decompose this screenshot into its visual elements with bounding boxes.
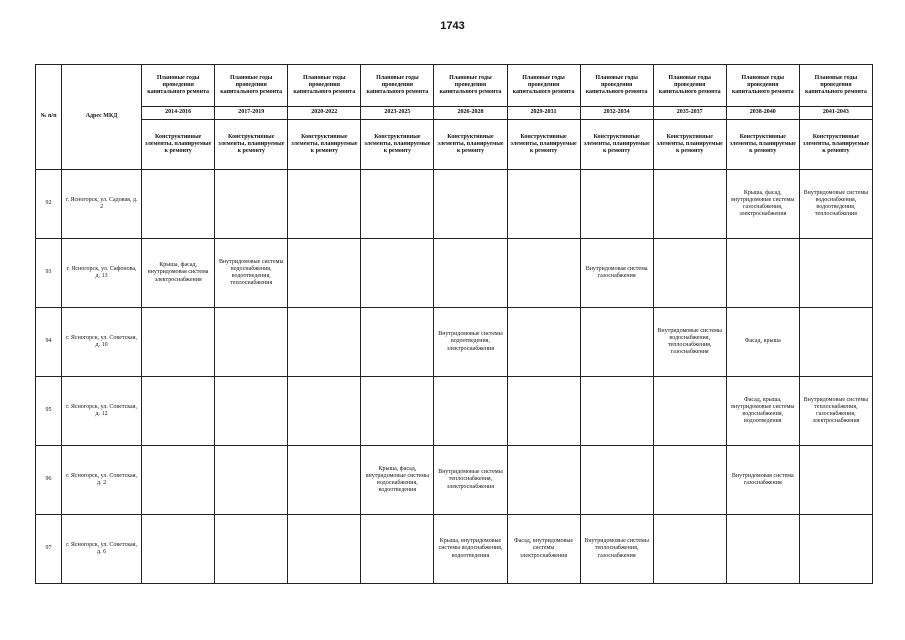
period-cell [361,515,434,584]
header-period-elements: Конструктивные элементы, планируемые к ремонту [799,120,872,170]
header-period-elements: Конструктивные элементы, планируемые к ремонту [726,120,799,170]
period-cell [580,446,653,515]
header-row-groups [36,65,873,107]
header-period-years: 2023-2025 [361,107,434,120]
row-address: г. Ясногорск, ул. Советская, д. 12 [62,377,142,446]
period-cell [215,377,288,446]
period-cell [653,170,726,239]
period-cell [361,308,434,377]
header-period-elements: Конструктивные элементы, планируемые к ремонту [288,120,361,170]
row-number: 95 [36,377,62,446]
table-row [36,170,873,239]
period-cell [361,377,434,446]
header-num: № п/п [36,65,62,170]
period-cell [215,170,288,239]
header-period-group: Плановые годы проведения капитального ремонта [653,65,726,107]
period-cell [288,515,361,584]
period-cell [580,170,653,239]
period-cell [507,239,580,308]
period-cell: Внутридомовые системы водоснабжения, теплоснабжения, газоснабжения [653,308,726,377]
header-period-years: 2035-2037 [653,107,726,120]
period-cell [288,170,361,239]
header-period-elements: Конструктивные элементы, планируемые к ремонту [434,120,507,170]
header-period-years: 2017-2019 [215,107,288,120]
header-period-group: Плановые годы проведения капитального ремонта [507,65,580,107]
period-cell: Фасад, крыша [726,308,799,377]
header-period-group: Плановые годы проведения капитального ремонта [361,65,434,107]
period-cell: Внутридомовая система газоснабжения [726,446,799,515]
row-address: г. Ясногорск, ул. Советская, д. 2 [62,446,142,515]
period-cell: Крыша, внутридомовые системы водоснабжения, водоотведения [434,515,507,584]
header-period-elements: Конструктивные элементы, планируемые к ремонту [507,120,580,170]
header-period-years: 2041-2043 [799,107,872,120]
header-address: Адрес МКД [62,65,142,170]
period-cell [361,239,434,308]
header-period-group: Плановые годы проведения капитального ремонта [215,65,288,107]
period-cell [142,308,215,377]
row-number: 93 [36,239,62,308]
period-cell [288,377,361,446]
page-number: 1743 [440,20,465,32]
capital-repair-table [35,64,873,584]
period-cell [580,308,653,377]
row-number: 96 [36,446,62,515]
row-address: г. Ясногорск, ул. Советская, д. 6 [62,515,142,584]
period-cell [215,515,288,584]
header-period-years: 2014-2016 [142,107,215,120]
period-cell [653,239,726,308]
period-cell [799,308,872,377]
period-cell [361,170,434,239]
header-period-years: 2038-2040 [726,107,799,120]
period-cell [142,377,215,446]
header-period-years: 2032-2034 [580,107,653,120]
header-period-group: Плановые годы проведения капитального ремонта [142,65,215,107]
period-cell [215,308,288,377]
table-row [36,377,873,446]
period-cell [507,377,580,446]
header-row-years [36,107,873,120]
row-address: г. Ясногорск, ул. Садовая, д. 2 [62,170,142,239]
period-cell [434,239,507,308]
period-cell [507,446,580,515]
table-row [36,446,873,515]
header-period-years: 2020-2022 [288,107,361,120]
period-cell [142,170,215,239]
period-cell [653,515,726,584]
header-period-years: 2026-2028 [434,107,507,120]
period-cell [288,308,361,377]
period-cell [215,446,288,515]
table-header [36,65,873,170]
header-period-elements: Конструктивные элементы, планируемые к ремонту [653,120,726,170]
period-cell: Фасад, крыша, внутридомовые системы водоснабжения, водоотведения [726,377,799,446]
period-cell: Крыша, фасад, внутридомовая система электроснабжения [142,239,215,308]
period-cell: Внутридомовые системы водоотведения, электроснабжения [434,308,507,377]
period-cell [142,446,215,515]
period-cell [653,446,726,515]
period-cell [653,377,726,446]
header-period-group: Плановые годы проведения капитального ремонта [726,65,799,107]
period-cell [726,239,799,308]
header-period-years: 2029-2031 [507,107,580,120]
period-cell [434,170,507,239]
header-period-group: Плановые годы проведения капитального ремонта [799,65,872,107]
period-cell [507,308,580,377]
period-cell: Фасад, внутридомовые системы электроснабжения [507,515,580,584]
period-cell [799,515,872,584]
table-row [36,515,873,584]
header-period-group: Плановые годы проведения капитального ремонта [580,65,653,107]
row-number: 94 [36,308,62,377]
table-row [36,239,873,308]
period-cell: Внутридомовые системы водоснабжения, водоотведения, теплоснабжения [215,239,288,308]
header-period-elements: Конструктивные элементы, планируемые к ремонту [142,120,215,170]
period-cell: Крыша, фасад, внутридомовые системы водоснабжения, водоотведения [361,446,434,515]
period-cell [580,377,653,446]
table-row [36,308,873,377]
header-period-elements: Конструктивные элементы, планируемые к ремонту [361,120,434,170]
header-period-group: Плановые годы проведения капитального ремонта [288,65,361,107]
period-cell [142,515,215,584]
period-cell [507,170,580,239]
period-cell [726,515,799,584]
row-number: 97 [36,515,62,584]
header-row-elements [36,120,873,170]
period-cell [288,446,361,515]
header-period-elements: Конструктивные элементы, планируемые к ремонту [580,120,653,170]
period-cell: Внутридомовые системы теплоснабжения, газоснабжения [580,515,653,584]
period-cell [799,446,872,515]
period-cell: Внутридомовые системы водоснабжения, водоотведения, теплоснабжения [799,170,872,239]
row-address: г. Ясногорск, ул. Советская, д. 10 [62,308,142,377]
period-cell: Внутридомовые системы теплоснабжения, газоснабжения, электроснабжения [799,377,872,446]
row-number: 92 [36,170,62,239]
period-cell [799,239,872,308]
table-body [36,170,873,584]
period-cell: Внутридомовая система газоснабжения [580,239,653,308]
period-cell: Внутридомовые системы теплоснабжения, электроснабжения [434,446,507,515]
period-cell [434,377,507,446]
row-address: г. Ясногорск, ул. Сафонова, д. 13 [62,239,142,308]
period-cell: Крыша, фасад, внутридомовые системы газоснабжения, электроснабжения [726,170,799,239]
header-period-group: Плановые годы проведения капитального ремонта [434,65,507,107]
header-period-elements: Конструктивные элементы, планируемые к ремонту [215,120,288,170]
period-cell [288,239,361,308]
